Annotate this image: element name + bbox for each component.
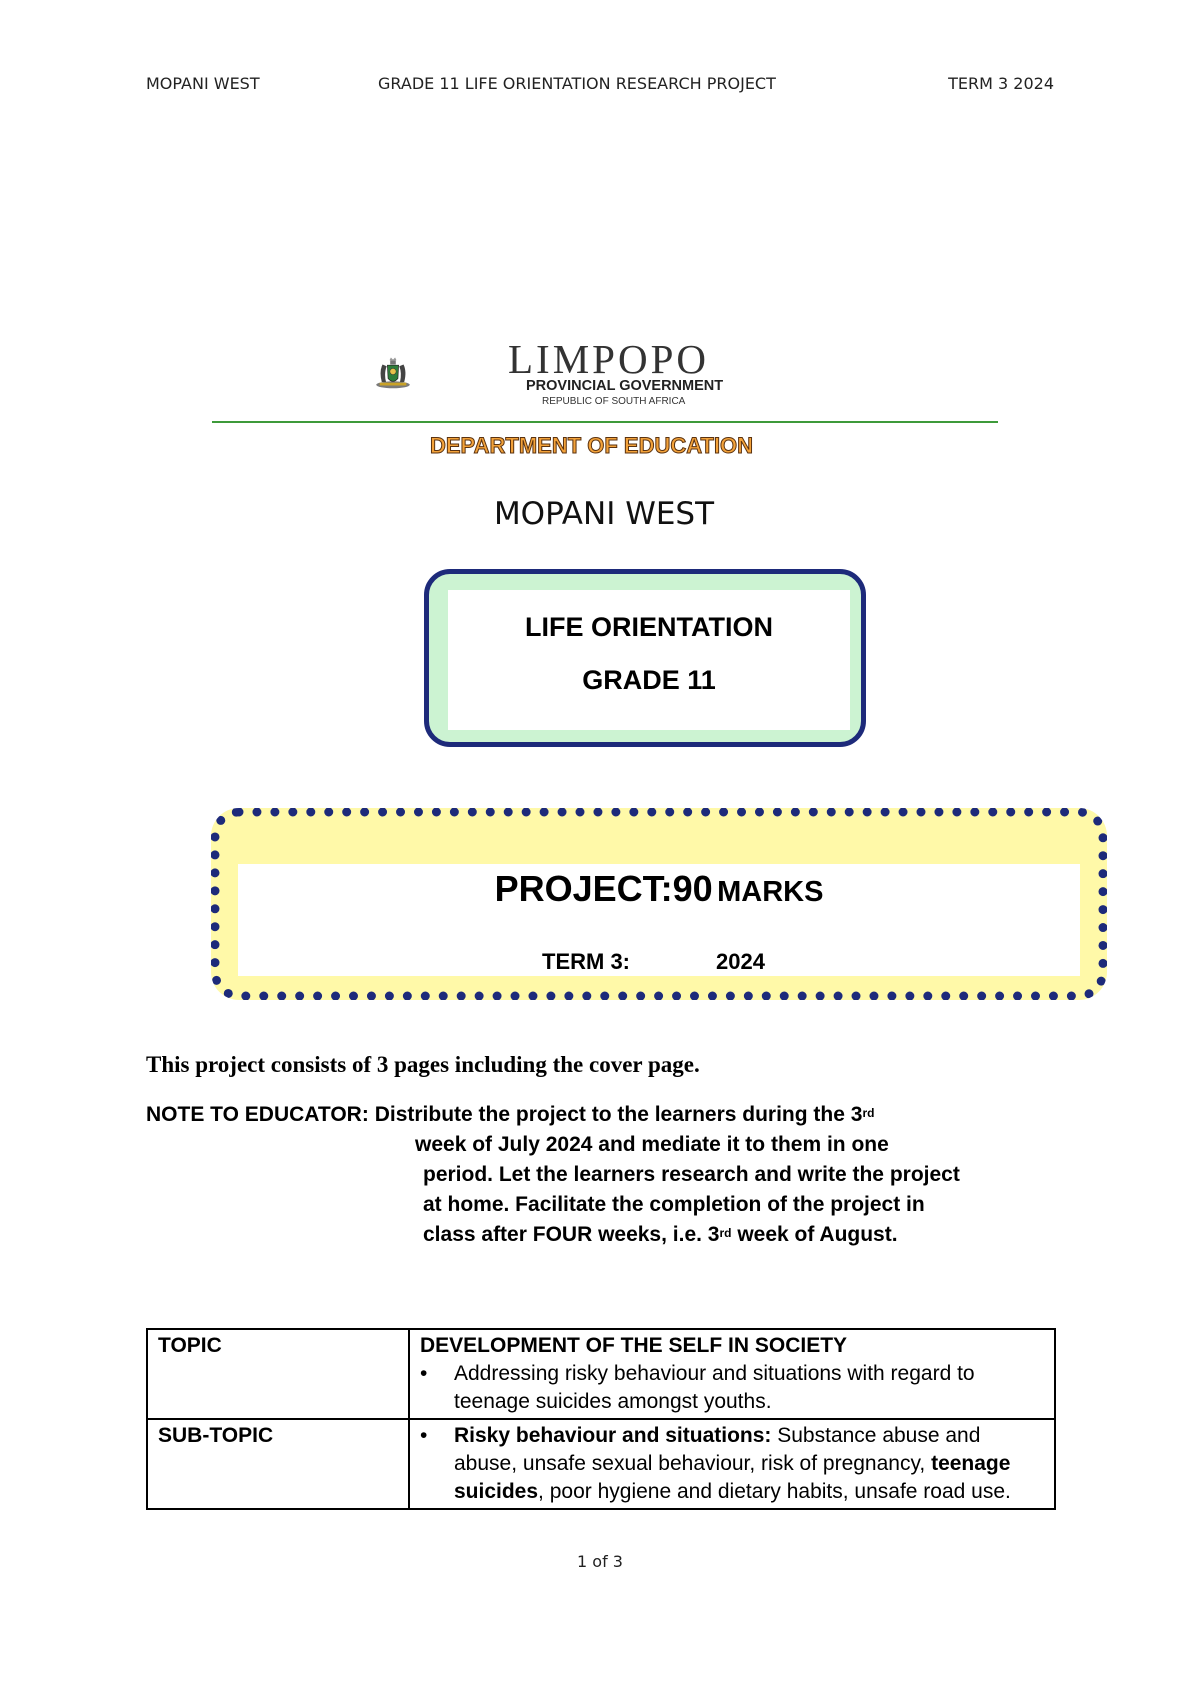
bullet-icon: • [420, 1424, 428, 1447]
note-line-2: week of July 2024 and mediate it to them in one [415, 1133, 889, 1156]
divider-line [212, 421, 998, 423]
topic-table [146, 1328, 1056, 1510]
header-district: MOPANI WEST [146, 74, 260, 93]
subtopic-cell [409, 1419, 1055, 1509]
subtopic-lead: Risky behaviour and situations: [454, 1424, 772, 1447]
topic-bullet-text: Addressing risky behaviour and situations with regard to teenage suicides amongst youths. [454, 1362, 975, 1413]
table-row [147, 1329, 1055, 1419]
table-row [147, 1419, 1055, 1509]
list-item [420, 1360, 1044, 1416]
department-name: DEPARTMENT OF EDUCATION [430, 433, 754, 458]
note-line-3: period. Let the learners research and write the project [423, 1163, 960, 1186]
note-line-5-end: week of August. [731, 1223, 898, 1246]
topic-cell [409, 1329, 1055, 1419]
coat-of-arms-icon [372, 330, 512, 420]
logo-subtitle: PROVINCIAL GOVERNMENT [526, 378, 724, 394]
subtopic-text-a: Substance abuse and abuse, unsafe sexual behaviour, risk of pregnancy, [454, 1424, 981, 1475]
subtopic-bullet-text [454, 1422, 1044, 1506]
subject-box-inner [448, 590, 850, 730]
bullet-icon: • [420, 1362, 428, 1385]
header-term: TERM 3 2024 [948, 74, 1054, 93]
project-marks: PROJECT:90 [494, 868, 713, 909]
subtopic-emphasis: teenage suicides [454, 1452, 1011, 1503]
list-item [420, 1422, 1044, 1506]
note-label: NOTE TO EDUCATOR: [146, 1103, 369, 1126]
page-count-statement: This project consists of 3 pages including the cover page. [146, 1052, 700, 1077]
grade-label: GRADE 11 [582, 665, 716, 695]
topic-heading: DEVELOPMENT OF THE SELF IN SOCIETY [420, 1334, 848, 1357]
page-number: 1 of 3 [577, 1552, 623, 1571]
logo-country: REPUBLIC OF SOUTH AFRICA [542, 396, 686, 407]
note-line-1: Distribute the project to the learners during the 3 [374, 1103, 863, 1126]
subtopic-text-b: , poor hygiene and dietary habits, unsafe road use. [538, 1480, 1011, 1503]
note-line-1-sup: rd [862, 1106, 875, 1120]
term-year: 2024 [716, 949, 765, 974]
subject-name: LIFE ORIENTATION [525, 612, 773, 642]
project-title [0, 868, 1200, 910]
page-header [146, 74, 1054, 96]
term-label: TERM 3: [542, 949, 630, 974]
district-title: MOPANI WEST [493, 496, 715, 532]
note-line-5: class after FOUR weeks, i.e. 3 [423, 1223, 720, 1246]
note-line-4: at home. Facilitate the completion of the project in [423, 1193, 925, 1216]
subtopic-label: SUB-TOPIC [147, 1419, 409, 1509]
logo-title: LIMPOPO [508, 336, 709, 382]
note-line-5-sup: rd [719, 1226, 732, 1240]
topic-label: TOPIC [147, 1329, 409, 1419]
project-marks-unit: MARKS [717, 876, 824, 908]
header-title: GRADE 11 LIFE ORIENTATION RESEARCH PROJECT [378, 74, 776, 93]
